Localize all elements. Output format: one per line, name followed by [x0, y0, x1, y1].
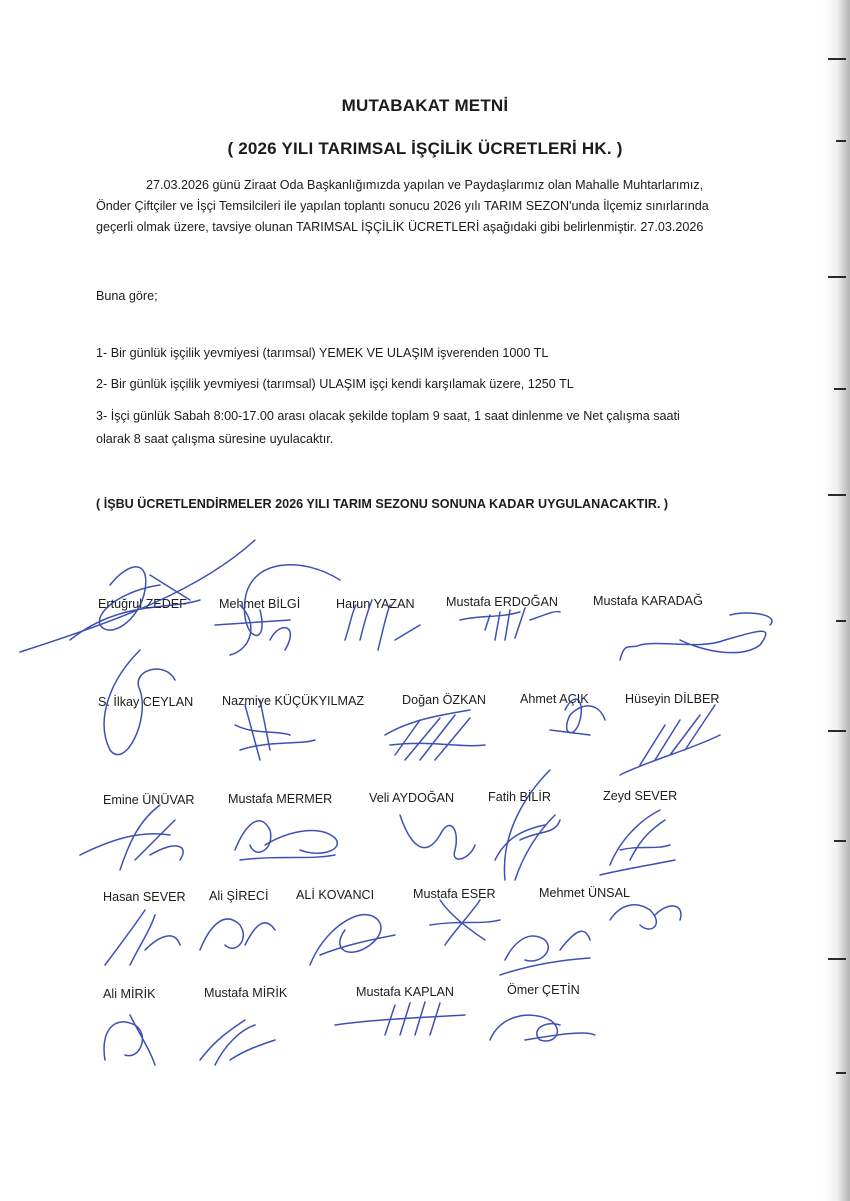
- intro-paragraph: [96, 175, 786, 238]
- signatory-name: Mustafa MERMER: [228, 792, 333, 806]
- scan-edge-mark: [834, 388, 846, 390]
- signature: [620, 705, 720, 775]
- lead-text: Buna göre;: [96, 289, 158, 303]
- scan-edge-mark: [828, 58, 846, 60]
- document-title: MUTABAKAT METNİ: [341, 96, 509, 115]
- intro-line: 27.03.2026 günü Ziraat Oda Başkanlığımızda yapılan ve Paydaşlarımız olan Mahalle Muhtarlarımız,: [146, 178, 704, 192]
- signature: [620, 613, 772, 660]
- signatory-name: Ömer ÇETİN: [507, 983, 580, 997]
- item-3-continued: olarak 8 saat çalışma süresine uyulacaktır.: [96, 432, 334, 446]
- signature: [80, 805, 183, 870]
- scan-edge-mark: [828, 494, 846, 496]
- signatory-name: Ali MİRİK: [103, 987, 156, 1001]
- signatory-name: Ertuğrul ZEDEF: [98, 597, 187, 611]
- signature: [385, 710, 485, 760]
- signature: [235, 821, 337, 860]
- item-3: 3- İşçi günlük Sabah 8:00-17.00 arası olacak şekilde toplam 9 saat, 1 saat dinlenme ve Net çalışma saati: [96, 409, 680, 423]
- signatory-name: Nazmiye KÜÇÜKYILMAZ: [222, 694, 365, 708]
- signatory-name: Veli AYDOĞAN: [369, 791, 455, 805]
- signature: [20, 540, 255, 652]
- signature: [200, 919, 275, 950]
- intro-line: geçerli olmak üzere, tavsiye olunan TARIMSAL İŞÇİLİK ÜCRETLERİ aşağıdaki gibi belirlenmiştir. 27.03.2026: [96, 220, 704, 234]
- signature: [400, 815, 475, 859]
- signatory-name: Hüseyin DİLBER: [625, 692, 720, 706]
- signatory-name: Mustafa KAPLAN: [356, 985, 454, 999]
- signatory-name: Harun YAZAN: [336, 597, 415, 611]
- signature: [500, 931, 590, 975]
- signature: [460, 608, 560, 640]
- signature: [200, 1020, 275, 1065]
- signature: [310, 915, 395, 965]
- scan-edge-mark: [836, 1072, 846, 1074]
- signatory-name: S. İlkay CEYLAN: [98, 695, 194, 709]
- signature: [600, 810, 675, 875]
- signatory-name: Mustafa ERDOĞAN: [446, 595, 558, 609]
- signature: [335, 1002, 465, 1035]
- intro-line: Önder Çiftçiler ve İşçi Temsilcileri ile yapılan toplantı sonucu 2026 yılı TARIM SEZON'unda İlçemiz sınırlarında: [96, 199, 709, 213]
- signatory-name: Mehmet BİLGİ: [219, 597, 301, 611]
- signatory-name: Emine ÜNÜVAR: [103, 793, 195, 807]
- signatory-name: Fatih BİLİR: [488, 790, 551, 804]
- signature: [495, 770, 560, 880]
- document-subtitle: ( 2026 YILI TARIMSAL İŞÇİLİK ÜCRETLERİ HK. ): [227, 139, 623, 158]
- signatory-name: Doğan ÖZKAN: [402, 693, 486, 707]
- signature: [490, 1015, 595, 1041]
- signature: [105, 910, 180, 965]
- scan-edge-mark: [836, 620, 846, 622]
- signatory-name: ALİ KOVANCI: [296, 888, 375, 902]
- validity-note: ( İŞBU ÜCRETLENDİRMELER 2026 YILI TARIM SEZONU SONUNA KADAR UYGULANACAKTIR. ): [96, 497, 669, 511]
- signature: [235, 700, 315, 760]
- item-1: 1- Bir günlük işçilik yevmiyesi (tarımsal) YEMEK VE ULAŞIM işverenden 1000 TL: [96, 346, 549, 360]
- signatory-name: Mustafa ESER: [413, 887, 496, 901]
- scan-edge-mark: [834, 840, 846, 842]
- signature: [430, 900, 500, 945]
- signature: [610, 905, 681, 929]
- scan-edge-shadow: [822, 0, 850, 1201]
- signatory-name: Zeyd SEVER: [603, 789, 678, 803]
- scan-edge-mark: [828, 958, 846, 960]
- signatory-name: Ali ŞİRECİ: [209, 889, 269, 903]
- scan-edge-mark: [828, 730, 846, 732]
- scan-edge-mark: [828, 276, 846, 278]
- signature: [104, 1015, 155, 1065]
- signatory-name: Hasan SEVER: [103, 890, 186, 904]
- signatory-name: Mustafa MİRİK: [204, 986, 288, 1000]
- signatory-name: Mehmet ÜNSAL: [539, 886, 630, 900]
- item-2: 2- Bir günlük işçilik yevmiyesi (tarımsal) ULAŞIM işçi kendi karşılamak üzere, 1250 TL: [96, 377, 574, 391]
- signatory-name: Mustafa KARADAĞ: [593, 594, 703, 608]
- signatory-name: Ahmet AÇIK: [520, 692, 589, 706]
